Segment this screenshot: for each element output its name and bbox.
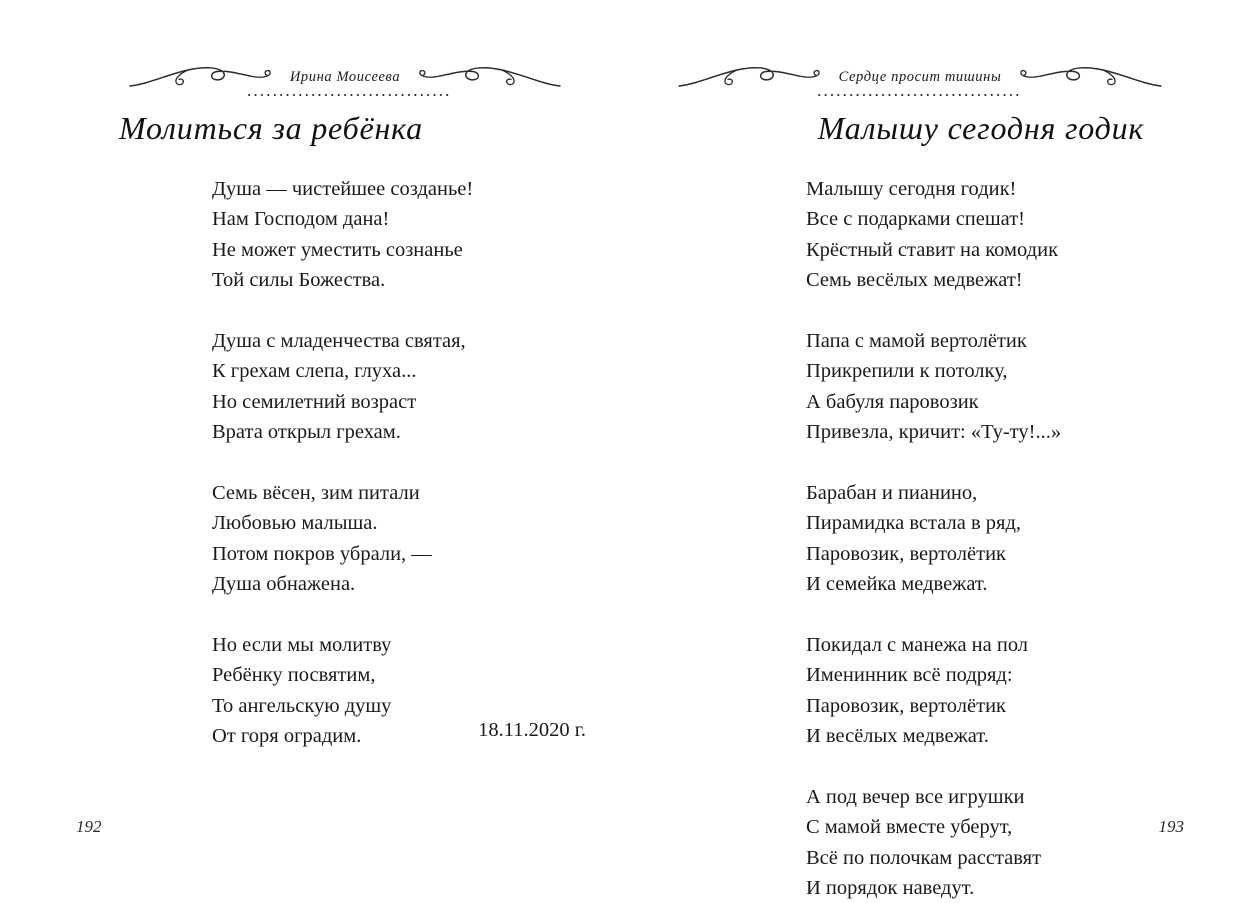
verse-line: С мамой вместе уберут, [806,816,1013,839]
right-page [630,0,1260,899]
flourish-ornament-right-icon [414,62,564,92]
verse-line: Семь весёлых медвежат! [806,269,1023,292]
poem-title-left: Молиться за ребёнка [119,110,423,146]
verse-line: А бабуля паровозик [806,390,979,413]
verse-line: Той силы Божества. [212,269,386,292]
verse-line: Но семилетний возраст [212,390,417,413]
verse-line: Именинник всё подряд: [806,664,1013,687]
running-head-left [100,62,590,92]
verse-line: Привезла, кричит: «Ту-ту!...» [806,421,1062,444]
running-head-title-label: Сердце просит тишины [838,68,1002,85]
poem-date-left: 18.11.2020 г. [478,719,586,741]
verse-line: И весёлых медвежат. [806,725,989,748]
dotted-rule-right [816,91,1020,99]
verse-line: Барабан и пианино, [806,481,978,504]
verse-line: Душа обнажена. [212,573,356,596]
verse-line: Пирамидка встала в ряд, [806,512,1022,535]
verse-line: То ангельскую душу [212,694,392,717]
verse-line: И порядок наведут. [806,876,975,899]
verse-line: Любовью малыша. [212,512,378,535]
verse-line: Нам Господом дана! [212,208,390,231]
running-head-author-label: Ирина Моисеева [289,68,401,85]
flourish-ornament-left-icon [126,62,276,92]
stanza [806,630,1061,752]
verse-line: Ребёнку посвятим, [212,664,376,687]
verse-line: Душа — чистейшее созданье! [212,178,474,200]
verse-line: Потом покров убрали, — [212,542,432,565]
poem-title-right: Малышу сегодня годик [817,110,1145,146]
poem-body-right [806,174,1061,903]
stanza [212,478,473,600]
running-head-right [675,62,1165,92]
poem-body-left [212,174,473,751]
verse-line: К грехам слепа, глуха... [212,360,417,383]
verse-line: Семь вёсен, зим питали [212,481,420,504]
verse-line: Покидал с манежа на пол [806,633,1029,656]
flourish-ornament-right-icon [1015,62,1165,92]
dotted-rule-left [246,91,451,99]
verse-line: Паровозик, вертолётик [806,694,1006,717]
stanza [806,174,1061,296]
left-page [0,0,630,882]
stanza [806,782,1061,903]
stanza [212,326,473,448]
verse-line: Прикрепили к потолку, [806,360,1008,383]
verse-line: И семейка медвежат. [806,573,988,596]
stanza [806,326,1061,448]
verse-line: А под вечер все игрушки [806,785,1025,808]
page-number-right: 193 [1158,817,1184,836]
verse-line: Паровозик, вертолётик [806,542,1006,565]
verse-line: От горя оградим. [212,725,362,748]
stanza [806,478,1061,600]
verse-line: Малышу сегодня годик! [806,178,1017,200]
verse-line: Врата открыл грехам. [212,421,401,444]
verse-line: Папа с мамой вертолётик [806,329,1027,352]
flourish-ornament-left-icon [675,62,825,92]
page-number-left: 192 [76,817,102,836]
verse-line: Всё по полочкам расставят [806,846,1042,869]
verse-line: Крёстный ставит на комодик [806,238,1059,261]
verse-line: Все с подарками спешат! [806,208,1026,231]
stanza [212,174,473,296]
verse-line: Не может уместить сознанье [212,238,463,261]
verse-line: Но если мы молитву [212,633,392,656]
verse-line: Душа с младенчества святая, [212,329,466,352]
